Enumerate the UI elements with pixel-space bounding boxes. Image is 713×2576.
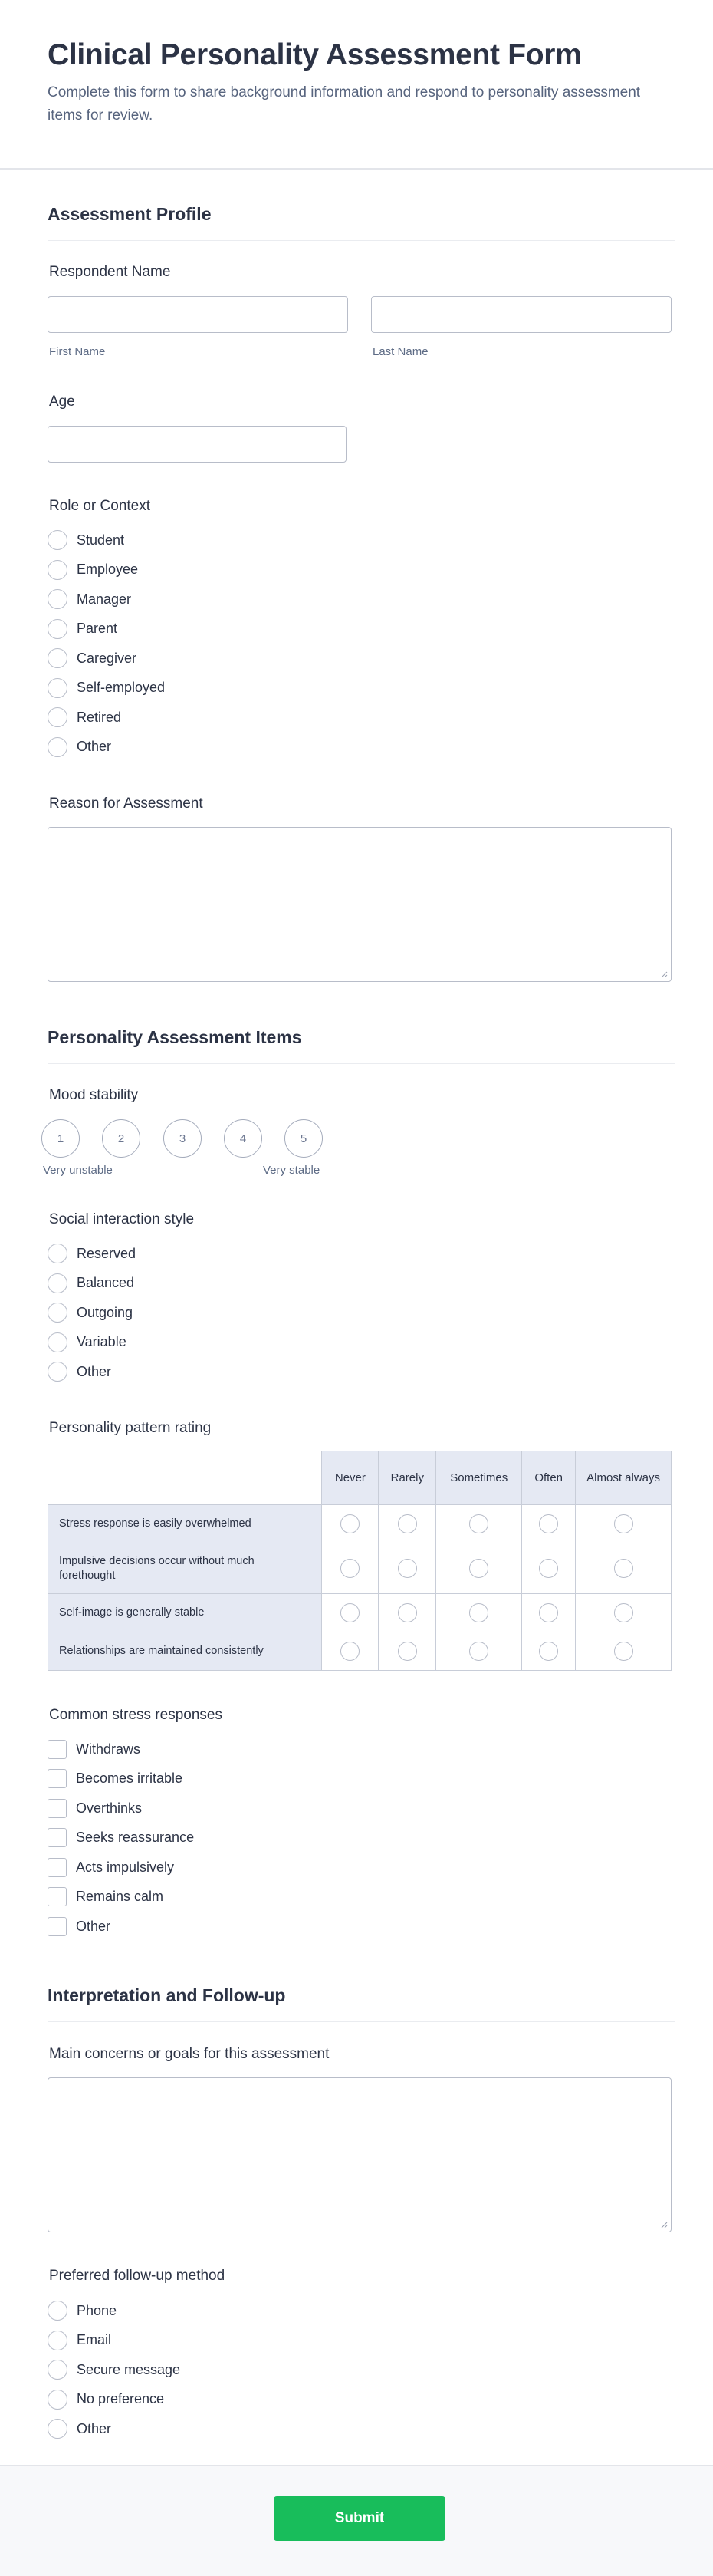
role-option-student[interactable] bbox=[48, 529, 124, 551]
matrix-label: Personality pattern rating bbox=[49, 1420, 212, 1436]
section-title-profile: Assessment Profile bbox=[48, 204, 212, 224]
matrix-radio-never[interactable] bbox=[340, 1642, 360, 1661]
role-option-label: Retired bbox=[77, 709, 122, 725]
role-option-manager[interactable] bbox=[48, 588, 131, 610]
matrix-cell bbox=[522, 1632, 576, 1671]
method-option-label: Email bbox=[77, 2332, 112, 2347]
role-option-label: Student bbox=[77, 532, 125, 548]
method-label: Preferred follow-up method bbox=[49, 2268, 225, 2284]
matrix-cell bbox=[576, 1632, 672, 1671]
role-option-label: Employee bbox=[77, 562, 139, 577]
matrix-cell bbox=[379, 1594, 436, 1632]
stress-checkbox-overthinks[interactable] bbox=[48, 1799, 67, 1818]
role-option-self-employed[interactable] bbox=[48, 677, 165, 699]
matrix-cell bbox=[379, 1543, 436, 1594]
mood-scale-option-1[interactable]: 1 bbox=[41, 1119, 80, 1158]
mood-min-label: Very unstable bbox=[43, 1164, 113, 1177]
stress-checkbox-acts-impulsively[interactable] bbox=[48, 1858, 67, 1877]
method-radio-phone[interactable] bbox=[48, 2301, 67, 2321]
last-name-input[interactable] bbox=[371, 296, 672, 333]
matrix-radio-almost-always[interactable] bbox=[614, 1514, 633, 1533]
mood-scale-option-4[interactable]: 4 bbox=[224, 1119, 262, 1158]
submit-button[interactable]: Submit bbox=[274, 2496, 445, 2541]
method-radio-secure-message[interactable] bbox=[48, 2360, 67, 2380]
social-option-balanced[interactable] bbox=[48, 1273, 134, 1294]
stress-option-acts-impulsively[interactable] bbox=[48, 1856, 174, 1878]
social-option-label: Outgoing bbox=[77, 1304, 133, 1320]
respondent-name-label: Respondent Name bbox=[49, 264, 171, 280]
stress-option-label: Overthinks bbox=[76, 1800, 143, 1816]
method-option-secure-message[interactable] bbox=[48, 2359, 180, 2380]
stress-checkbox-becomes-irritable[interactable] bbox=[48, 1769, 67, 1788]
matrix-cell bbox=[322, 1505, 379, 1543]
stress-checkbox-other[interactable] bbox=[48, 1917, 67, 1936]
method-option-phone[interactable] bbox=[48, 2300, 117, 2321]
role-option-label: Manager bbox=[77, 591, 132, 607]
matrix-radio-sometimes[interactable] bbox=[469, 1642, 488, 1661]
matrix-radio-sometimes[interactable] bbox=[469, 1559, 488, 1578]
matrix-radio-never[interactable] bbox=[340, 1514, 360, 1533]
stress-option-remains-calm[interactable] bbox=[48, 1886, 163, 1908]
method-radio-other[interactable] bbox=[48, 2419, 67, 2439]
matrix-cell bbox=[436, 1632, 522, 1671]
method-option-label: Other bbox=[77, 2420, 112, 2436]
matrix-radio-rarely[interactable] bbox=[398, 1559, 417, 1578]
social-radio-balanced[interactable] bbox=[48, 1273, 67, 1293]
role-option-label: Parent bbox=[77, 621, 118, 636]
reason-label: Reason for Assessment bbox=[49, 796, 203, 812]
stress-option-becomes-irritable[interactable] bbox=[48, 1768, 182, 1790]
matrix-radio-sometimes[interactable] bbox=[469, 1514, 488, 1533]
page-description: Complete this form to share background information and respond to personality assessment items for review. bbox=[48, 84, 641, 124]
matrix-cell bbox=[379, 1505, 436, 1543]
role-option-parent[interactable] bbox=[48, 618, 117, 640]
stress-option-other[interactable] bbox=[48, 1916, 110, 1937]
social-radio-variable[interactable] bbox=[48, 1332, 67, 1352]
matrix-radio-almost-always[interactable] bbox=[614, 1559, 633, 1578]
matrix-radio-sometimes[interactable] bbox=[469, 1603, 488, 1622]
method-option-email[interactable] bbox=[48, 2330, 111, 2351]
role-radio-retired[interactable] bbox=[48, 707, 67, 727]
stress-option-label: Withdraws bbox=[76, 1741, 141, 1757]
matrix-radio-often[interactable] bbox=[539, 1642, 558, 1661]
mood-scale-option-3[interactable]: 3 bbox=[163, 1119, 202, 1158]
social-option-label: Other bbox=[77, 1363, 112, 1379]
matrix-radio-never[interactable] bbox=[340, 1603, 360, 1622]
social-label: Social interaction style bbox=[49, 1211, 195, 1227]
role-radio-student[interactable] bbox=[48, 530, 67, 550]
matrix-radio-often[interactable] bbox=[539, 1559, 558, 1578]
social-option-reserved[interactable] bbox=[48, 1243, 136, 1264]
matrix-cell bbox=[322, 1632, 379, 1671]
stress-checkbox-withdraws[interactable] bbox=[48, 1740, 67, 1759]
stress-option-overthinks[interactable] bbox=[48, 1797, 142, 1819]
role-option-employee[interactable] bbox=[48, 559, 138, 581]
mood-max-label: Very stable bbox=[263, 1164, 320, 1177]
method-option-label: Secure message bbox=[77, 2361, 181, 2377]
matrix-header-row bbox=[48, 1451, 672, 1505]
role-option-retired[interactable] bbox=[48, 707, 121, 728]
section-divider bbox=[48, 240, 675, 241]
matrix-cell bbox=[436, 1594, 522, 1632]
role-radio-other[interactable] bbox=[48, 737, 67, 757]
role-option-label: Other bbox=[77, 739, 112, 754]
matrix-cell bbox=[436, 1543, 522, 1594]
social-option-label: Variable bbox=[77, 1334, 127, 1349]
social-option-outgoing[interactable] bbox=[48, 1302, 133, 1323]
role-radio-caregiver[interactable] bbox=[48, 648, 67, 668]
stress-option-seeks-reassurance[interactable] bbox=[48, 1827, 194, 1849]
section-divider bbox=[48, 2021, 675, 2022]
stress-checkbox-seeks-reassurance[interactable] bbox=[48, 1828, 67, 1847]
mood-scale-option-2[interactable]: 2 bbox=[102, 1119, 140, 1158]
matrix-row-label: Self-image is generally stable bbox=[48, 1594, 322, 1632]
section-divider bbox=[48, 1063, 675, 1064]
header-divider bbox=[0, 168, 713, 170]
stress-option-withdraws[interactable] bbox=[48, 1738, 140, 1760]
concerns-textarea[interactable] bbox=[48, 2077, 672, 2232]
matrix-column-rarely: Rarely bbox=[379, 1451, 436, 1505]
method-radio-no-preference[interactable] bbox=[48, 2390, 67, 2410]
role-radio-self-employed[interactable] bbox=[48, 678, 67, 698]
matrix-column-almost-always: Almost always bbox=[576, 1451, 672, 1505]
social-radio-other[interactable] bbox=[48, 1362, 67, 1382]
method-radio-email[interactable] bbox=[48, 2331, 67, 2350]
stress-checkbox-remains-calm[interactable] bbox=[48, 1887, 67, 1906]
matrix-row bbox=[48, 1505, 672, 1543]
social-radio-reserved[interactable] bbox=[48, 1244, 67, 1263]
social-option-other[interactable] bbox=[48, 1361, 111, 1382]
matrix-cell bbox=[522, 1543, 576, 1594]
concerns-label: Main concerns or goals for this assessment bbox=[49, 2046, 330, 2062]
stress-option-label: Seeks reassurance bbox=[76, 1830, 195, 1845]
role-radio-manager[interactable] bbox=[48, 589, 67, 609]
matrix-row bbox=[48, 1594, 672, 1632]
stress-option-label: Other bbox=[76, 1918, 111, 1934]
matrix-cell bbox=[322, 1543, 379, 1594]
stress-option-label: Becomes irritable bbox=[76, 1771, 183, 1786]
role-label: Role or Context bbox=[49, 498, 151, 514]
stress-option-label: Acts impulsively bbox=[76, 1859, 175, 1875]
matrix-cell bbox=[576, 1505, 672, 1543]
role-option-other[interactable] bbox=[48, 736, 111, 758]
page-title: Clinical Personality Assessment Form bbox=[48, 38, 582, 71]
stress-label: Common stress responses bbox=[49, 1707, 222, 1723]
role-radio-parent[interactable] bbox=[48, 619, 67, 639]
stress-option-label: Remains calm bbox=[76, 1889, 164, 1904]
personality-matrix bbox=[48, 1451, 672, 1671]
role-radio-employee[interactable] bbox=[48, 560, 67, 580]
last-name-sublabel: Last Name bbox=[373, 345, 429, 358]
resize-grip-icon[interactable] bbox=[660, 2221, 668, 2228]
method-option-label: No preference bbox=[77, 2391, 165, 2406]
matrix-radio-often[interactable] bbox=[539, 1514, 558, 1533]
matrix-radio-rarely[interactable] bbox=[398, 1603, 417, 1622]
social-option-label: Balanced bbox=[77, 1275, 135, 1290]
matrix-radio-almost-always[interactable] bbox=[614, 1603, 633, 1622]
role-option-label: Self-employed bbox=[77, 680, 166, 695]
matrix-row-label: Stress response is easily overwhelmed bbox=[48, 1505, 322, 1543]
matrix-cell bbox=[522, 1505, 576, 1543]
matrix-radio-almost-always[interactable] bbox=[614, 1642, 633, 1661]
mood-label: Mood stability bbox=[49, 1087, 139, 1103]
matrix-cell bbox=[379, 1632, 436, 1671]
matrix-column-sometimes: Sometimes bbox=[436, 1451, 522, 1505]
matrix-cell bbox=[436, 1505, 522, 1543]
matrix-row-label: Impulsive decisions occur without much forethought bbox=[48, 1543, 322, 1594]
method-option-other[interactable] bbox=[48, 2418, 111, 2439]
matrix-corner bbox=[48, 1451, 322, 1505]
mood-scale-option-5[interactable]: 5 bbox=[284, 1119, 323, 1158]
resize-grip-icon[interactable] bbox=[660, 970, 668, 978]
matrix-radio-rarely[interactable] bbox=[398, 1514, 417, 1533]
social-option-variable[interactable] bbox=[48, 1332, 127, 1353]
role-option-label: Caregiver bbox=[77, 650, 137, 666]
matrix-row bbox=[48, 1543, 672, 1594]
matrix-cell bbox=[576, 1594, 672, 1632]
role-option-caregiver[interactable] bbox=[48, 647, 136, 669]
matrix-cell bbox=[522, 1594, 576, 1632]
section-title-items: Personality Assessment Items bbox=[48, 1027, 302, 1047]
reason-textarea[interactable] bbox=[48, 827, 672, 982]
age-label: Age bbox=[49, 394, 75, 410]
matrix-radio-often[interactable] bbox=[539, 1603, 558, 1622]
matrix-row bbox=[48, 1632, 672, 1671]
matrix-column-never: Never bbox=[322, 1451, 379, 1505]
section-title-followup: Interpretation and Follow-up bbox=[48, 1985, 286, 2005]
first-name-input[interactable] bbox=[48, 296, 348, 333]
matrix-cell bbox=[322, 1594, 379, 1632]
matrix-radio-rarely[interactable] bbox=[398, 1642, 417, 1661]
matrix-column-often: Often bbox=[522, 1451, 576, 1505]
matrix-cell bbox=[576, 1543, 672, 1594]
method-option-no-preference[interactable] bbox=[48, 2389, 164, 2410]
social-radio-outgoing[interactable] bbox=[48, 1303, 67, 1323]
first-name-sublabel: First Name bbox=[49, 345, 106, 358]
matrix-row-label: Relationships are maintained consistently bbox=[48, 1632, 322, 1671]
method-option-label: Phone bbox=[77, 2302, 117, 2318]
age-input[interactable] bbox=[48, 426, 347, 463]
matrix-radio-never[interactable] bbox=[340, 1559, 360, 1578]
social-option-label: Reserved bbox=[77, 1245, 136, 1261]
